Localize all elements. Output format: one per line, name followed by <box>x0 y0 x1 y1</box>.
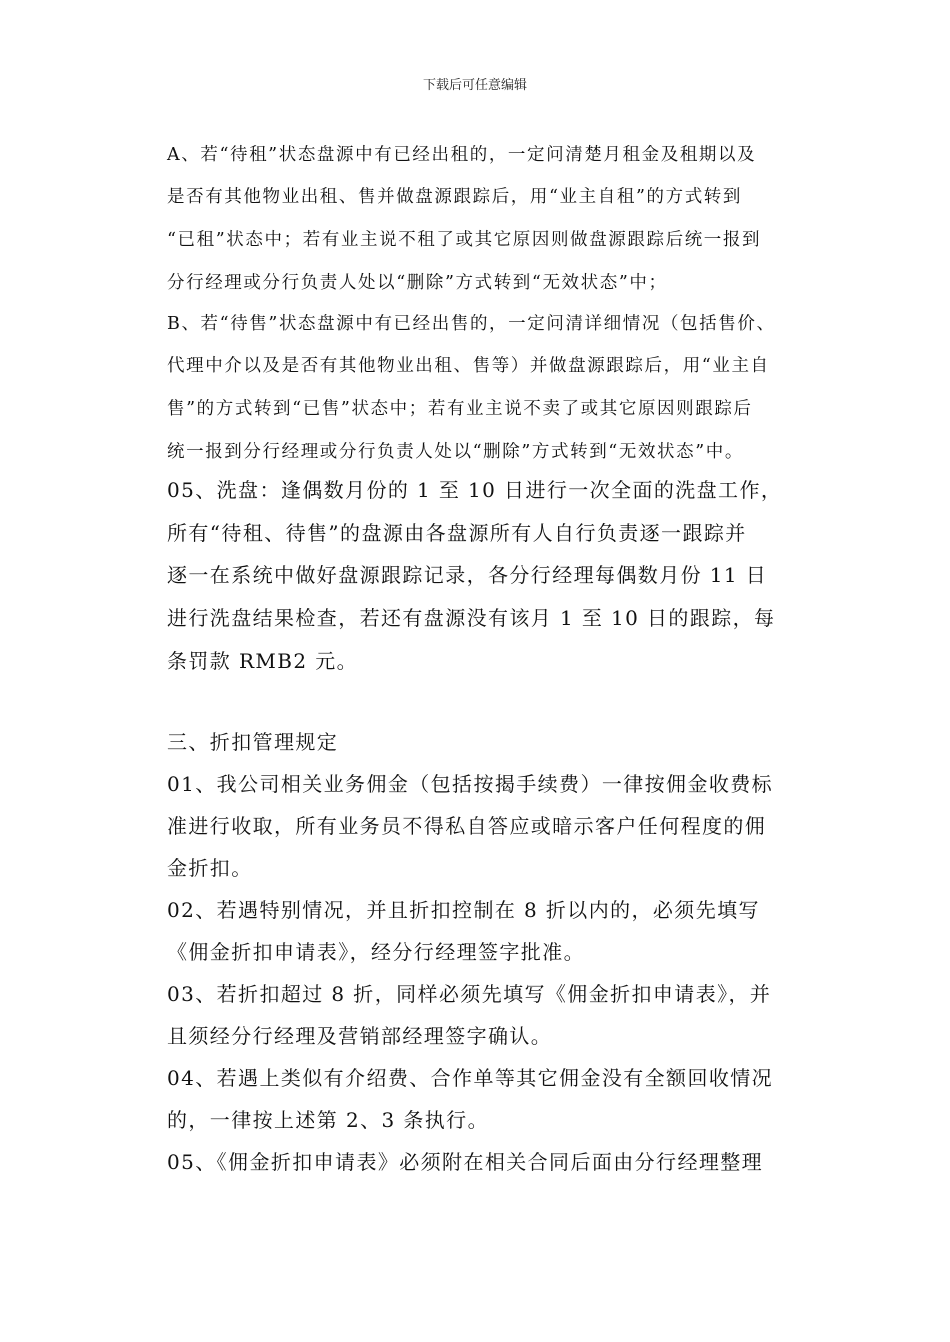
paragraph-line: 01、我公司相关业务佣金（包括按揭手续费）一律按佣金收费标 <box>167 772 774 796</box>
paragraph-line: 代理中介以及是否有其他物业出租、售等）并做盘源跟踪后，用“业主自 <box>167 356 770 376</box>
paragraph-line: B、若“待售”状态盘源中有已经出售的，一定问清详细情况（包括售价、 <box>167 314 776 334</box>
paragraph-line: 02、若遇特别情况，并且折扣控制在 8 折以内的，必须先填写 <box>167 898 760 922</box>
section-title: 三、折扣管理规定 <box>167 730 339 754</box>
paragraph-line: 进行洗盘结果检查，若还有盘源没有该月 1 至 10 日的跟踪，每 <box>167 606 776 630</box>
paragraph-line: “已租”状态中；若有业主说不租了或其它原因则做盘源跟踪后统一报到 <box>167 230 762 250</box>
paragraph-line: 《佣金折扣申请表》，经分行经理签字批准。 <box>167 940 585 964</box>
paragraph-line: 04、若遇上类似有介绍费、合作单等其它佣金没有全额回收情况 <box>167 1066 774 1090</box>
paragraph-line: 且须经分行经理及营销部经理签字确认。 <box>167 1024 553 1048</box>
paragraph-line: 金折扣。 <box>167 856 253 880</box>
page-header: 下载后可任意编辑 <box>422 78 527 93</box>
paragraph-line: 03、若折扣超过 8 折，同样必须先填写《佣金折扣申请表》，并 <box>167 982 772 1006</box>
paragraph-line: 准进行收取，所有业务员不得私自答应或暗示客户任何程度的佣 <box>167 814 767 838</box>
paragraph-line: 是否有其他物业出租、售并做盘源跟踪后，用“业主自租”的方式转到 <box>167 187 742 207</box>
paragraph-line: 的，一律按上述第 2、3 条执行。 <box>167 1108 489 1132</box>
paragraph-line: 05、洗盘：逢偶数月份的 1 至 10 日进行一次全面的洗盘工作， <box>167 478 783 502</box>
paragraph-line: 逐一在系统中做好盘源跟踪记录，各分行经理每偶数月份 11 日 <box>167 563 768 587</box>
paragraph-line: 所有“待租、待售”的盘源由各盘源所有人自行负责逐一跟踪并 <box>167 521 747 545</box>
paragraph-line: 分行经理或分行负责人处以“删除”方式转到“无效状态”中； <box>167 273 668 293</box>
paragraph-line: 售”的方式转到“已售”状态中；若有业主说不卖了或其它原因则跟踪后 <box>167 399 753 419</box>
paragraph-line: A、若“待租”状态盘源中有已经出租的，一定问清楚月租金及租期以及 <box>167 145 757 165</box>
paragraph-line: 05、《佣金折扣申请表》必须附在相关合同后面由分行经理整理 <box>167 1150 764 1174</box>
paragraph-line: 统一报到分行经理或分行负责人处以“删除”方式转到“无效状态”中。 <box>167 442 744 462</box>
paragraph-line: 条罚款 RMB2 元。 <box>167 649 359 673</box>
